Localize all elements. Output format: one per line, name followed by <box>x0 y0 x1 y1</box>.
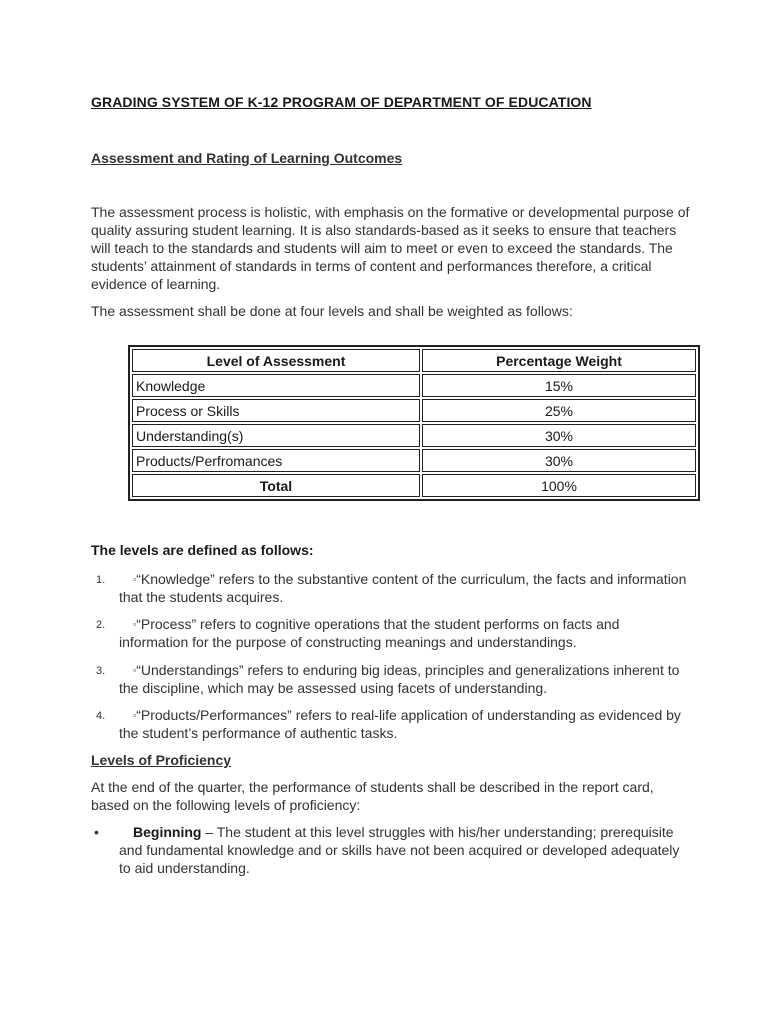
table-cell-level: Products/Perfromances <box>132 449 420 472</box>
list-item <box>91 661 691 697</box>
table-total-value: 100% <box>422 474 696 497</box>
list-number: 2. <box>96 619 106 631</box>
weights-intro-paragraph: The assessment shall be done at four levels and shall be weighted as follows: <box>91 303 573 319</box>
table-cell-level: Understanding(s) <box>132 424 420 447</box>
proficiency-text: The student at this level struggles with his/her understanding; prerequisite and fundamental knowledge and or skills have not been acquired or developed adequately to aid understanding. <box>119 824 680 876</box>
table-cell-weight: 30% <box>422 424 696 447</box>
proficiency-dash: – <box>201 824 217 840</box>
list-item <box>91 570 691 606</box>
table-cell-weight: 30% <box>422 449 696 472</box>
section-heading-proficiency: Levels of Proficiency <box>91 752 232 768</box>
proficiency-term: Beginning <box>133 824 202 840</box>
table-total-label: Total <box>132 474 420 497</box>
list-item-text: “Knowledge” refers to the substantive content of the curriculum, the facts and information that the students acquires. <box>119 571 687 605</box>
list-mark: ▫ <box>133 619 137 629</box>
table-cell-weight: 15% <box>422 374 696 397</box>
table-total-row <box>132 474 696 497</box>
list-number: 4. <box>96 710 106 722</box>
table-row <box>132 399 696 422</box>
intro-paragraph: The assessment process is holistic, with emphasis on the formative or developmental purpose of quality assuring student learning. It is also standards-based as it seeks to ensure that teachers will teach to the standards and students will aim to meet or even to exceed the standards. The students’ attainment of standards in terms of content and performances therefore, a critical evidence of learning. <box>91 204 690 292</box>
table-row <box>132 424 696 447</box>
bullet-marker: • <box>94 824 99 840</box>
list-item-text: “Understandings” refers to enduring big ideas, principles and generalizations inherent to the discipline, which may be assessed using facets of understanding. <box>119 662 680 696</box>
list-number: 1. <box>96 574 106 586</box>
table-header-weight: Percentage Weight <box>422 349 696 372</box>
list-item-text: “Products/Performances” refers to real-life application of understanding as evidenced by the student’s performance of authentic tasks. <box>119 707 681 741</box>
levels-heading: The levels are defined as follows: <box>91 542 314 558</box>
table-cell-level: Knowledge <box>132 374 420 397</box>
table-header-row <box>132 349 696 372</box>
document-title: GRADING SYSTEM OF K-12 PROGRAM OF DEPARTMENT OF EDUCATION <box>91 94 592 110</box>
table-cell-level: Process or Skills <box>132 399 420 422</box>
list-item <box>91 615 691 651</box>
table-row <box>132 374 696 397</box>
list-mark: ▫ <box>133 710 137 720</box>
list-mark: ▫ <box>133 665 137 675</box>
table-header-level: Level of Assessment <box>132 349 420 372</box>
list-mark: ▫ <box>133 574 137 584</box>
list-item <box>91 823 691 877</box>
proficiency-intro-paragraph: At the end of the quarter, the performance of students shall be described in the report card, based on the following levels of proficiency: <box>91 779 654 813</box>
table-cell-weight: 25% <box>422 399 696 422</box>
assessment-weight-table <box>128 345 700 501</box>
list-item-text: “Process” refers to cognitive operations that the student performs on facts and information for the purpose of constructing meanings and understandings. <box>119 616 620 650</box>
list-item <box>91 706 691 742</box>
list-number: 3. <box>96 665 106 677</box>
section-heading-assessment: Assessment and Rating of Learning Outcomes <box>91 150 403 166</box>
table-row <box>132 449 696 472</box>
